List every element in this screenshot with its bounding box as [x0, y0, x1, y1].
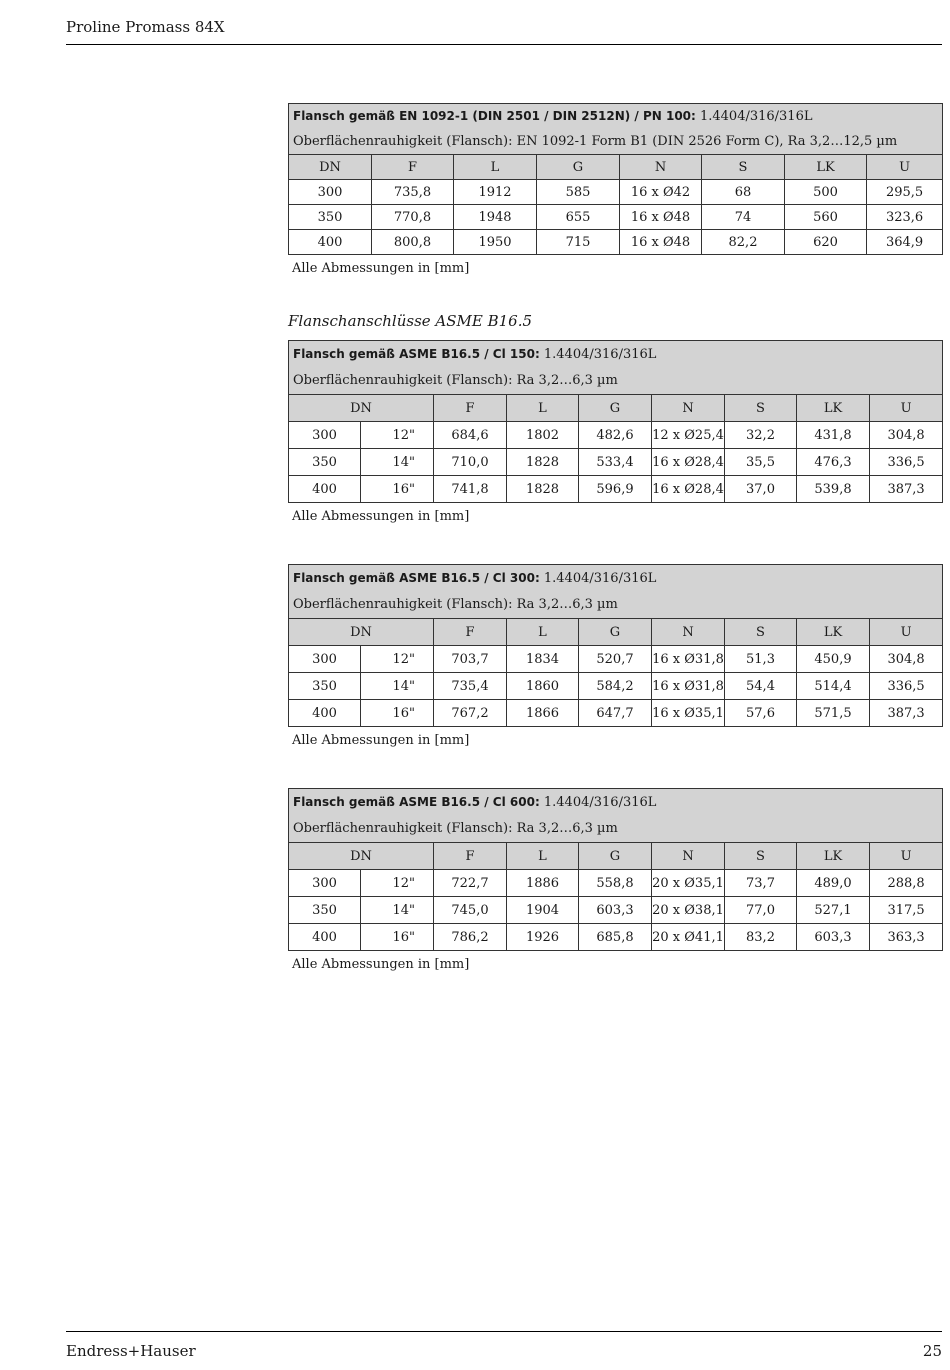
table-row [289, 897, 943, 924]
header-cell: U [870, 843, 943, 870]
table-row [289, 476, 943, 503]
table-header-row [289, 619, 943, 646]
table-cell: 16" [361, 700, 434, 727]
header-cell: DN [289, 619, 434, 646]
table-cell: 1926 [507, 924, 579, 951]
table-cell: 527,1 [797, 897, 870, 924]
table-cell: 400 [289, 476, 361, 503]
table-cell: 336,5 [870, 449, 943, 476]
table-cell: 82,2 [702, 230, 785, 255]
table-cell: 500 [785, 180, 867, 205]
asme-cl600-flange-table [288, 788, 943, 951]
table-cell: 431,8 [797, 422, 870, 449]
header-cell: L [507, 619, 579, 646]
roughness-text: Oberflächenrauhigkeit (Flansch): EN 1092-1 Form B1 (DIN 2526 Form C), Ra 3,2…12,5 µm [289, 129, 943, 155]
table-cell: 304,8 [870, 422, 943, 449]
table-cell: 16 x Ø48 [620, 205, 702, 230]
header-cell: G [579, 843, 652, 870]
table-cell: 571,5 [797, 700, 870, 727]
table-row [289, 180, 943, 205]
table-cell: 1834 [507, 646, 579, 673]
table-cell: 800,8 [372, 230, 454, 255]
table-cell: 16 x Ø28,4 [652, 449, 725, 476]
table-cell: 37,0 [725, 476, 797, 503]
dimensions-note: Alle Abmessungen in [mm] [292, 509, 470, 524]
header-cell: G [537, 155, 620, 180]
table-cell: 51,3 [725, 646, 797, 673]
table-cell: 387,3 [870, 700, 943, 727]
roughness-text: Oberflächenrauhigkeit (Flansch): Ra 3,2…6,3 µm [289, 368, 943, 395]
table-title: Flansch gemäß ASME B16.5 / Cl 600: [293, 794, 540, 809]
table-cell: 400 [289, 700, 361, 727]
table-cell: 14" [361, 673, 434, 700]
table-cell: 745,0 [434, 897, 507, 924]
table-cell: 1948 [454, 205, 537, 230]
table-cell: 300 [289, 870, 361, 897]
table-cell: 655 [537, 205, 620, 230]
table-cell: 16 x Ø31,8 [652, 646, 725, 673]
table-cell: 350 [289, 449, 361, 476]
table-cell: 304,8 [870, 646, 943, 673]
table-cell: 323,6 [867, 205, 943, 230]
table-cell: 400 [289, 924, 361, 951]
header-cell: L [507, 843, 579, 870]
asme-cl600-section [288, 788, 942, 972]
table-cell: 336,5 [870, 673, 943, 700]
table-cell: 12" [361, 422, 434, 449]
table-cell: 722,7 [434, 870, 507, 897]
table-cell: 68 [702, 180, 785, 205]
table-cell: 735,4 [434, 673, 507, 700]
header-cell: LK [797, 843, 870, 870]
table-cell: 14" [361, 897, 434, 924]
table-cell: 16 x Ø42 [620, 180, 702, 205]
table-cell: 54,4 [725, 673, 797, 700]
table-cell: 83,2 [725, 924, 797, 951]
table-cell: 767,2 [434, 700, 507, 727]
table-title-row [289, 565, 943, 592]
table-cell: 620 [785, 230, 867, 255]
table-cell: 1828 [507, 449, 579, 476]
table-cell: 20 x Ø38,1 [652, 897, 725, 924]
table-row [289, 870, 943, 897]
footer-brand: Endress+Hauser [66, 1342, 196, 1360]
table-cell: 295,5 [867, 180, 943, 205]
header-cell: DN [289, 155, 372, 180]
table-title: Flansch gemäß ASME B16.5 / Cl 150: [293, 346, 540, 361]
header-cell: S [702, 155, 785, 180]
dimensions-note: Alle Abmessungen in [mm] [292, 733, 470, 748]
table-cell: 16" [361, 924, 434, 951]
header-cell: S [725, 843, 797, 870]
table-cell: 514,4 [797, 673, 870, 700]
header-cell: N [652, 619, 725, 646]
header-cell: U [870, 619, 943, 646]
table-material: 1.4404/316/316L [539, 794, 657, 810]
table-cell: 35,5 [725, 449, 797, 476]
table-cell: 450,9 [797, 646, 870, 673]
table-cell: 32,2 [725, 422, 797, 449]
header-cell: LK [785, 155, 867, 180]
roughness-text: Oberflächenrauhigkeit (Flansch): Ra 3,2…6,3 µm [289, 592, 943, 619]
table-row [289, 700, 943, 727]
table-cell: 1950 [454, 230, 537, 255]
table-cell: 350 [289, 673, 361, 700]
table-row [289, 924, 943, 951]
table-cell: 1912 [454, 180, 537, 205]
table-cell: 1886 [507, 870, 579, 897]
table-cell: 786,2 [434, 924, 507, 951]
table-cell: 57,6 [725, 700, 797, 727]
table-cell: 300 [289, 180, 372, 205]
table-cell: 596,9 [579, 476, 652, 503]
table-cell: 703,7 [434, 646, 507, 673]
table-cell: 1904 [507, 897, 579, 924]
table-cell: 603,3 [797, 924, 870, 951]
dimensions-note: Alle Abmessungen in [mm] [292, 261, 470, 276]
table-material: 1.4404/316/316L [539, 346, 657, 362]
table-title: Flansch gemäß EN 1092-1 (DIN 2501 / DIN 2512N) / PN 100: [293, 108, 696, 123]
table-header-row [289, 155, 943, 180]
table-cell: 735,8 [372, 180, 454, 205]
table-title-row [289, 341, 943, 368]
header-cell: DN [289, 395, 434, 422]
table-cell: 14" [361, 449, 434, 476]
header-cell: L [507, 395, 579, 422]
roughness-row [289, 592, 943, 619]
table-cell: 300 [289, 646, 361, 673]
table-title: Flansch gemäß ASME B16.5 / Cl 300: [293, 570, 540, 585]
roughness-row [289, 816, 943, 843]
table-cell: 288,8 [870, 870, 943, 897]
table-row [289, 449, 943, 476]
page-footer [66, 1331, 942, 1360]
header-cell: G [579, 395, 652, 422]
table-cell: 685,8 [579, 924, 652, 951]
table-cell: 770,8 [372, 205, 454, 230]
table-cell: 12" [361, 870, 434, 897]
table-cell: 77,0 [725, 897, 797, 924]
table-cell: 715 [537, 230, 620, 255]
table-cell: 350 [289, 897, 361, 924]
table-cell: 16 x Ø35,1 [652, 700, 725, 727]
header-cell: N [652, 843, 725, 870]
section-heading: Flanschanschlüsse ASME B16.5 [288, 312, 533, 330]
asme-cl150-flange-table [288, 340, 943, 503]
roughness-text: Oberflächenrauhigkeit (Flansch): Ra 3,2…6,3 µm [289, 816, 943, 843]
table-cell: 603,3 [579, 897, 652, 924]
asme-cl300-section [288, 564, 942, 748]
header-cell: F [434, 843, 507, 870]
header-cell: DN [289, 843, 434, 870]
table-cell: 533,4 [579, 449, 652, 476]
header-cell: L [454, 155, 537, 180]
table-title-row [289, 789, 943, 816]
table-cell: 400 [289, 230, 372, 255]
table-row [289, 646, 943, 673]
page-number: 25 [922, 1342, 942, 1360]
table-cell: 73,7 [725, 870, 797, 897]
header-cell: S [725, 619, 797, 646]
table-cell: 584,2 [579, 673, 652, 700]
roughness-row [289, 129, 943, 155]
table-cell: 1860 [507, 673, 579, 700]
en1092-section [288, 103, 942, 276]
asme-cl300-flange-table [288, 564, 943, 727]
table-cell: 1828 [507, 476, 579, 503]
table-cell: 684,6 [434, 422, 507, 449]
table-cell: 1802 [507, 422, 579, 449]
header-cell: S [725, 395, 797, 422]
table-header-row [289, 843, 943, 870]
header-cell: G [579, 619, 652, 646]
table-cell: 364,9 [867, 230, 943, 255]
table-cell: 363,3 [870, 924, 943, 951]
table-header-row [289, 395, 943, 422]
table-row [289, 205, 943, 230]
header-cell: F [434, 395, 507, 422]
table-cell: 350 [289, 205, 372, 230]
table-cell: 12" [361, 646, 434, 673]
header-cell: F [372, 155, 454, 180]
table-material: 1.4404/316/316L [695, 108, 813, 124]
table-cell: 585 [537, 180, 620, 205]
table-cell: 710,0 [434, 449, 507, 476]
document-title: Proline Promass 84X [66, 18, 225, 36]
table-cell: 387,3 [870, 476, 943, 503]
table-cell: 489,0 [797, 870, 870, 897]
page-header [66, 18, 942, 45]
asme-cl150-section [288, 340, 942, 524]
table-cell: 300 [289, 422, 361, 449]
header-cell: N [652, 395, 725, 422]
table-cell: 16" [361, 476, 434, 503]
table-row [289, 673, 943, 700]
table-cell: 16 x Ø48 [620, 230, 702, 255]
table-cell: 16 x Ø28,4 [652, 476, 725, 503]
table-cell: 16 x Ø31,8 [652, 673, 725, 700]
table-cell: 20 x Ø35,1 [652, 870, 725, 897]
table-cell: 741,8 [434, 476, 507, 503]
roughness-row [289, 368, 943, 395]
table-cell: 74 [702, 205, 785, 230]
table-cell: 482,6 [579, 422, 652, 449]
table-cell: 539,8 [797, 476, 870, 503]
table-cell: 1866 [507, 700, 579, 727]
dimensions-note: Alle Abmessungen in [mm] [292, 957, 470, 972]
en1092-flange-table [288, 103, 943, 255]
header-cell: LK [797, 395, 870, 422]
table-cell: 558,8 [579, 870, 652, 897]
table-cell: 12 x Ø25,4 [652, 422, 725, 449]
table-cell: 476,3 [797, 449, 870, 476]
header-cell: U [867, 155, 943, 180]
table-cell: 317,5 [870, 897, 943, 924]
table-material: 1.4404/316/316L [539, 570, 657, 586]
table-cell: 560 [785, 205, 867, 230]
table-row [289, 230, 943, 255]
header-cell: N [620, 155, 702, 180]
header-cell: U [870, 395, 943, 422]
table-cell: 20 x Ø41,1 [652, 924, 725, 951]
table-title-row [289, 104, 943, 129]
table-cell: 520,7 [579, 646, 652, 673]
table-cell: 647,7 [579, 700, 652, 727]
header-cell: LK [797, 619, 870, 646]
header-cell: F [434, 619, 507, 646]
table-row [289, 422, 943, 449]
